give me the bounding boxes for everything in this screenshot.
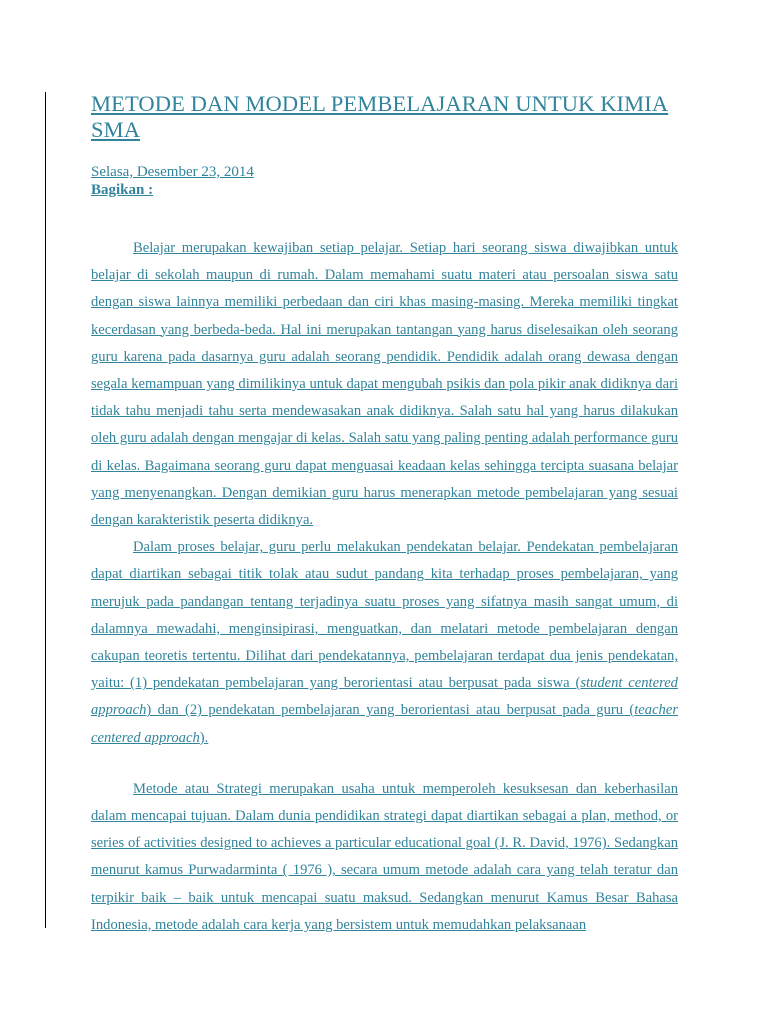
- paragraph-1: Belajar merupakan kewajiban setiap pelajar. Setiap hari seorang siswa diwajibkan untuk belajar di sekolah maupun di rumah. Dalam memahami suatu materi atau persoalan siswa satu dengan siswa lainnya memiliki perbedaan dan ciri khas masing-masing. Mereka memiliki tingkat kecerdasan yang berbeda-beda. Hal ini merupakan tantangan yang harus diselesaikan oleh seorang guru karena pada dasarnya guru adalah seorang pendidik. Pendidik adalah orang dewasa dengan segala kemampuan yang dimilikinya untuk dapat mengubah psikis dan pola pikir anak didiknya dari tidak tahu menjadi tahu serta mendewasakan anak didiknya. Salah satu hal yang harus dilakukan oleh guru adalah dengan mengajar di kelas. Salah satu yang paling penting adalah performance guru di kelas. Bagaimana seorang guru dapat menguasai keadaan kelas sehingga tercipta suasana belajar yang menyenangkan. Dengan demikian guru harus menerapkan metode pembelajaran yang sesuai dengan karakteristik peserta didiknya.: [91, 240, 678, 529]
- paragraph-2-italic-1: student centered approach: [91, 675, 678, 719]
- paragraph-2-part-2: ) dan (2) pendekatan pembelajaran yang berorientasi atau berpusat pada guru (: [146, 702, 635, 719]
- document-title[interactable]: METODE DAN MODEL PEMBELAJARAN UNTUK KIMIA SMA: [91, 91, 669, 142]
- post-date[interactable]: Selasa, Desember 23, 2014: [91, 164, 254, 180]
- share-label[interactable]: Bagikan :: [91, 182, 154, 198]
- paragraph-2-part-3: ).: [199, 729, 209, 746]
- paragraph-3: Metode atau Strategi merupakan usaha untuk memperoleh kesuksesan dan keberhasilan dalam mencapai tujuan. Dalam dunia pendidikan strategi dapat diartikan sebagai a plan, method, or series of activities designed to achieves a particular educational goal (J. R. David, 1976). Sedangkan menurut kamus Purwadarminta ( 1976 ), secara umum metode adalah cara yang telah teratur dan terpikir baik – baik untuk mencapai suatu maksud. Sedangkan menurut Kamus Besar Bahasa Indonesia, metode adalah cara kerja yang bersistem untuk memudahkan pelaksanaan: [91, 780, 678, 933]
- document-body: [91, 91, 678, 939]
- paragraph-2-italic-2: teacher centered approach: [91, 702, 678, 746]
- paragraph-2: [91, 534, 678, 752]
- page-margin-line: [45, 92, 46, 928]
- paragraph-2-part-1: Dalam proses belajar, guru perlu melakukan pendekatan belajar. Pendekatan pembelajaran dapat diartikan sebagai titik tolak atau sudut pandang kita terhadap proses pembelajaran, yang merujuk pada pandangan tentang terjadinya suatu proses yang sifatnya masih sangat umum, di dalamnya mewadahi, menginsipirasi, menguatkan, dan melatari metode pembelajaran dengan cakupan teoretis tertentu. Dilihat dari pendekatannya, pembelajaran terdapat dua jenis pendekatan, yaitu: (1) pendekatan pembelajaran yang berorientasi atau berpusat pada siswa (: [91, 539, 678, 692]
